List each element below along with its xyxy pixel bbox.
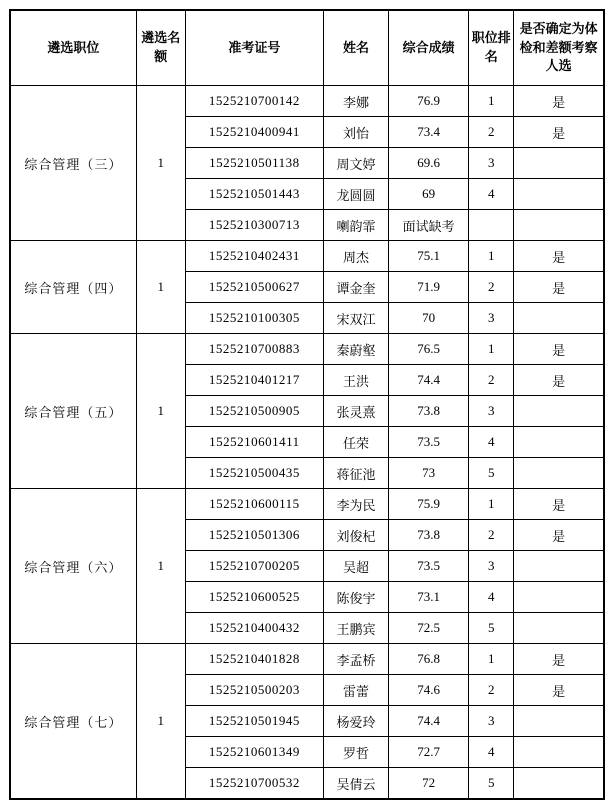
selected-cell bbox=[514, 427, 604, 458]
admission-number-cell: 1525210500435 bbox=[185, 458, 323, 489]
name-cell: 喇韵霏 bbox=[324, 210, 389, 241]
score-cell: 73 bbox=[389, 458, 469, 489]
admission-number-cell: 1525210100305 bbox=[185, 303, 323, 334]
score-cell: 74.4 bbox=[389, 706, 469, 737]
score-cell: 73.5 bbox=[389, 551, 469, 582]
table-header bbox=[10, 10, 604, 86]
header-quota: 遴选名额 bbox=[136, 10, 185, 86]
rank-cell: 1 bbox=[469, 334, 514, 365]
rank-cell: 3 bbox=[469, 706, 514, 737]
rank-cell: 5 bbox=[469, 768, 514, 800]
name-cell: 蒋征池 bbox=[324, 458, 389, 489]
score-cell: 72 bbox=[389, 768, 469, 800]
name-cell: 吴倩云 bbox=[324, 768, 389, 800]
name-cell: 李为民 bbox=[324, 489, 389, 520]
score-cell: 71.9 bbox=[389, 272, 469, 303]
table-body bbox=[10, 86, 604, 800]
name-cell: 谭金奎 bbox=[324, 272, 389, 303]
selection-results-table bbox=[9, 9, 605, 800]
admission-number-cell: 1525210501443 bbox=[185, 179, 323, 210]
admission-number-cell: 1525210601411 bbox=[185, 427, 323, 458]
position-cell: 综合管理（四） bbox=[10, 241, 136, 334]
header-position: 遴选职位 bbox=[10, 10, 136, 86]
selected-cell bbox=[514, 551, 604, 582]
rank-cell: 3 bbox=[469, 396, 514, 427]
admission-number-cell: 1525210500203 bbox=[185, 675, 323, 706]
selected-cell bbox=[514, 458, 604, 489]
selected-cell bbox=[514, 582, 604, 613]
selected-cell: 是 bbox=[514, 241, 604, 272]
rank-cell: 2 bbox=[469, 117, 514, 148]
rank-cell: 4 bbox=[469, 582, 514, 613]
rank-cell: 1 bbox=[469, 86, 514, 117]
table-row bbox=[10, 334, 604, 365]
admission-number-cell: 1525210300713 bbox=[185, 210, 323, 241]
selected-cell: 是 bbox=[514, 644, 604, 675]
selected-cell bbox=[514, 210, 604, 241]
selected-cell: 是 bbox=[514, 334, 604, 365]
score-cell: 73.1 bbox=[389, 582, 469, 613]
name-cell: 罗哲 bbox=[324, 737, 389, 768]
name-cell: 杨爱玲 bbox=[324, 706, 389, 737]
quota-cell: 1 bbox=[136, 334, 185, 489]
name-cell: 周文婷 bbox=[324, 148, 389, 179]
table-row bbox=[10, 86, 604, 117]
table-row bbox=[10, 489, 604, 520]
score-cell: 72.7 bbox=[389, 737, 469, 768]
rank-cell: 4 bbox=[469, 427, 514, 458]
selected-cell bbox=[514, 706, 604, 737]
score-cell: 76.5 bbox=[389, 334, 469, 365]
rank-cell: 2 bbox=[469, 675, 514, 706]
rank-cell: 1 bbox=[469, 489, 514, 520]
name-cell: 张灵熹 bbox=[324, 396, 389, 427]
rank-cell: 1 bbox=[469, 241, 514, 272]
score-cell: 76.8 bbox=[389, 644, 469, 675]
rank-cell: 3 bbox=[469, 551, 514, 582]
selected-cell: 是 bbox=[514, 365, 604, 396]
selected-cell: 是 bbox=[514, 489, 604, 520]
name-cell: 秦蔚壑 bbox=[324, 334, 389, 365]
score-cell: 69.6 bbox=[389, 148, 469, 179]
admission-number-cell: 1525210400432 bbox=[185, 613, 323, 644]
position-cell: 综合管理（五） bbox=[10, 334, 136, 489]
quota-cell: 1 bbox=[136, 241, 185, 334]
selected-cell: 是 bbox=[514, 117, 604, 148]
selected-cell bbox=[514, 303, 604, 334]
selected-cell: 是 bbox=[514, 520, 604, 551]
quota-cell: 1 bbox=[136, 86, 185, 241]
selected-cell: 是 bbox=[514, 86, 604, 117]
admission-number-cell: 1525210401828 bbox=[185, 644, 323, 675]
score-cell: 70 bbox=[389, 303, 469, 334]
score-cell: 75.1 bbox=[389, 241, 469, 272]
quota-cell: 1 bbox=[136, 644, 185, 800]
selected-cell: 是 bbox=[514, 272, 604, 303]
rank-cell bbox=[469, 210, 514, 241]
admission-number-cell: 1525210601349 bbox=[185, 737, 323, 768]
admission-number-cell: 1525210500905 bbox=[185, 396, 323, 427]
admission-number-cell: 1525210700532 bbox=[185, 768, 323, 800]
score-cell: 面试缺考 bbox=[389, 210, 469, 241]
name-cell: 雷蕾 bbox=[324, 675, 389, 706]
admission-number-cell: 1525210401217 bbox=[185, 365, 323, 396]
quota-cell: 1 bbox=[136, 489, 185, 644]
name-cell: 任荣 bbox=[324, 427, 389, 458]
admission-number-cell: 1525210402431 bbox=[185, 241, 323, 272]
rank-cell: 2 bbox=[469, 272, 514, 303]
admission-number-cell: 1525210501306 bbox=[185, 520, 323, 551]
rank-cell: 1 bbox=[469, 644, 514, 675]
rank-cell: 2 bbox=[469, 365, 514, 396]
selected-cell: 是 bbox=[514, 675, 604, 706]
position-cell: 综合管理（三） bbox=[10, 86, 136, 241]
name-cell: 陈俊宇 bbox=[324, 582, 389, 613]
score-cell: 73.4 bbox=[389, 117, 469, 148]
admission-number-cell: 1525210600525 bbox=[185, 582, 323, 613]
name-cell: 周杰 bbox=[324, 241, 389, 272]
score-cell: 74.6 bbox=[389, 675, 469, 706]
score-cell: 72.5 bbox=[389, 613, 469, 644]
admission-number-cell: 1525210700142 bbox=[185, 86, 323, 117]
table-row bbox=[10, 241, 604, 272]
admission-number-cell: 1525210501945 bbox=[185, 706, 323, 737]
selected-cell bbox=[514, 179, 604, 210]
name-cell: 王洪 bbox=[324, 365, 389, 396]
header-rank: 职位排名 bbox=[469, 10, 514, 86]
score-cell: 69 bbox=[389, 179, 469, 210]
name-cell: 王鹏宾 bbox=[324, 613, 389, 644]
score-cell: 75.9 bbox=[389, 489, 469, 520]
rank-cell: 2 bbox=[469, 520, 514, 551]
admission-number-cell: 1525210400941 bbox=[185, 117, 323, 148]
rank-cell: 4 bbox=[469, 179, 514, 210]
admission-number-cell: 1525210700205 bbox=[185, 551, 323, 582]
name-cell: 宋双江 bbox=[324, 303, 389, 334]
score-cell: 73.8 bbox=[389, 396, 469, 427]
name-cell: 李娜 bbox=[324, 86, 389, 117]
admission-number-cell: 1525210700883 bbox=[185, 334, 323, 365]
score-cell: 73.8 bbox=[389, 520, 469, 551]
admission-number-cell: 1525210500627 bbox=[185, 272, 323, 303]
name-cell: 吴超 bbox=[324, 551, 389, 582]
score-cell: 76.9 bbox=[389, 86, 469, 117]
rank-cell: 3 bbox=[469, 303, 514, 334]
name-cell: 刘俊杞 bbox=[324, 520, 389, 551]
rank-cell: 5 bbox=[469, 458, 514, 489]
header-selected: 是否确定为体检和差额考察人选 bbox=[514, 10, 604, 86]
rank-cell: 5 bbox=[469, 613, 514, 644]
selected-cell bbox=[514, 396, 604, 427]
table-row bbox=[10, 644, 604, 675]
selected-cell bbox=[514, 737, 604, 768]
admission-number-cell: 1525210600115 bbox=[185, 489, 323, 520]
header-admission-no: 准考证号 bbox=[185, 10, 323, 86]
header-score: 综合成绩 bbox=[389, 10, 469, 86]
name-cell: 龙圆圆 bbox=[324, 179, 389, 210]
name-cell: 李孟桥 bbox=[324, 644, 389, 675]
header-name: 姓名 bbox=[324, 10, 389, 86]
position-cell: 综合管理（六） bbox=[10, 489, 136, 644]
rank-cell: 4 bbox=[469, 737, 514, 768]
position-cell: 综合管理（七） bbox=[10, 644, 136, 800]
admission-number-cell: 1525210501138 bbox=[185, 148, 323, 179]
score-cell: 74.4 bbox=[389, 365, 469, 396]
selected-cell bbox=[514, 768, 604, 800]
selected-cell bbox=[514, 148, 604, 179]
selected-cell bbox=[514, 613, 604, 644]
score-cell: 73.5 bbox=[389, 427, 469, 458]
name-cell: 刘怡 bbox=[324, 117, 389, 148]
header-row bbox=[10, 10, 604, 86]
rank-cell: 3 bbox=[469, 148, 514, 179]
